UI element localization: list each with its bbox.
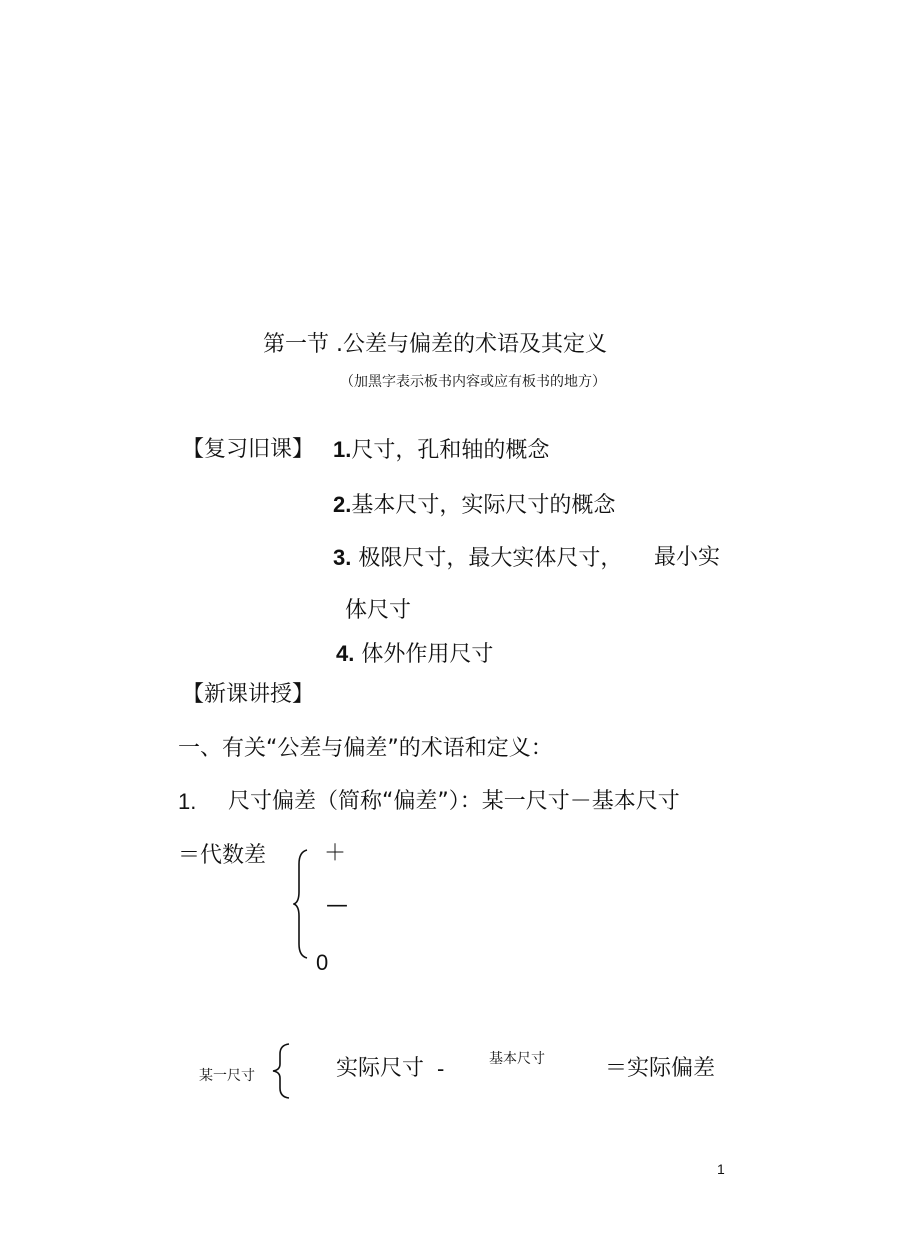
page-subtitle: （加黑字表示板书内容或应有板书的地方） [340,374,606,390]
review-item-2-num: 2. [333,492,352,517]
review-item-3-num: 3. [333,545,352,570]
review-item-4 [336,643,493,666]
algebraic-difference: ＝代数差 [178,843,267,868]
page-number: 1 [717,1161,725,1177]
review-item-4-num: 4. [336,641,355,666]
formula-basic-size: 基本尺寸 [489,1051,545,1067]
item-1-text: 尺寸偏差（简称“偏差”）：某一尺寸－基本尺寸 [228,789,680,814]
review-item-1 [333,439,549,462]
formula-result: ＝实际偏差 [605,1056,716,1081]
review-item-3-continuation: 体尺寸 [345,598,412,623]
formula-actual-size: 实际尺寸 [336,1056,425,1081]
review-item-1-num: 1. [333,437,352,462]
review-item-3 [333,547,622,570]
item-1-num: 1. [178,789,197,814]
review-label: 【复习旧课】 [182,437,315,462]
review-item-3-text2: 最小实 [654,545,721,570]
review-item-4-text: 体外作用尺寸 [361,642,494,667]
curly-brace-icon [293,848,313,960]
formula-left-label: 某一尺寸 [199,1068,255,1084]
page-title: 第一节 .公差与偏差的术语及其定义 [263,332,607,357]
review-item-1-text: 尺寸，孔和轴的概念 [351,438,550,463]
review-item-3-text: 极限尺寸，最大实体尺寸， [358,546,623,571]
sign-zero: 0 [316,950,329,975]
new-lesson-label: 【新课讲授】 [182,682,315,707]
sign-minus: — [326,893,348,918]
review-item-2-text: 基本尺寸，实际尺寸的概念 [351,493,616,518]
review-item-2 [333,494,615,517]
section-heading: 一、有关“公差与偏差”的术语和定义： [178,736,553,761]
curly-brace-icon [271,1042,293,1100]
formula-minus: - [437,1056,445,1081]
sign-plus: ＋ [324,841,347,866]
